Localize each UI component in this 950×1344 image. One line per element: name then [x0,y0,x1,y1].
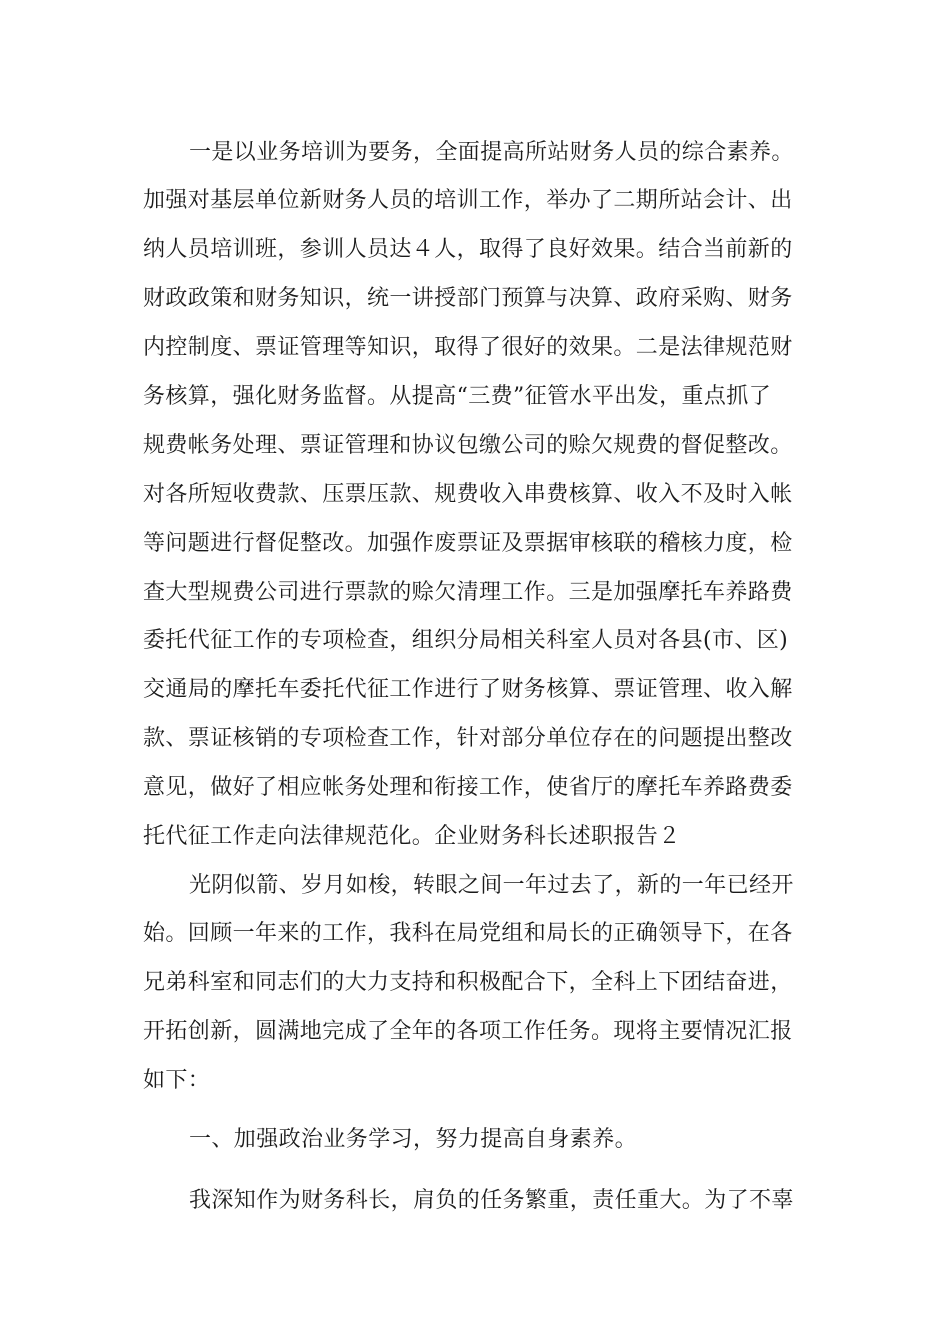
text-line: 我深知作为财务科长，肩负的任务繁重，责任重大。为了不辜 [189,1188,794,1213]
text-line: 开拓创新，圆满地完成了全年的各项工作任务。现将主要情况汇报 [143,1019,793,1044]
text-line: 规费帐务处理、票证管理和协议包缴公司的赊欠规费的督促整改。 [143,433,793,458]
text-line: 交通局的摩托车委托代征工作进行了财务核算、票证管理、收入解 [143,677,793,702]
text-line: 内控制度、票证管理等知识，取得了很好的效果。二是法律规范财 [143,335,793,360]
text-line: 如下： [143,1068,211,1093]
text-line: 委托代征工作的专项检查，组织分局相关科室人员对各县(市、区) [143,628,789,653]
text-line: 查大型规费公司进行票款的赊欠清理工作。三是加强摩托车养路费 [143,580,793,605]
text-line: 始。回顾一年来的工作，我科在局党组和局长的正确领导下，在各 [143,921,793,946]
text-line: 加强对基层单位新财务人员的培训工作，举办了二期所站会计、出 [143,188,793,213]
text-line: 光阴似箭、岁月如梭，转眼之间一年过去了，新的一年已经开 [189,873,794,898]
text-line: 财政政策和财务知识，统一讲授部门预算与决算、政府采购、财务 [143,286,793,311]
text-line: 务核算，强化财务监督。从提高“三费”征管水平出发，重点抓了 [143,384,772,409]
text-line: 纳人员培训班，参训人员达４人，取得了良好效果。结合当前新的 [143,237,793,262]
text-line: 对各所短收费款、压票压款、规费收入串费核算、收入不及时入帐 [143,482,793,507]
text-line: 一是以业务培训为要务，全面提高所站财务人员的综合素养。 [189,140,794,165]
text-line: 款、票证核销的专项检查工作，针对部分单位存在的问题提出整改 [143,726,793,751]
text-line: 意见，做好了相应帐务处理和衔接工作，使省厅的摩托车养路费委 [143,775,793,800]
text-line: 兄弟科室和同志们的大力支持和积极配合下，全科上下团结奋进， [143,970,793,995]
text-line: 等问题进行督促整改。加强作废票证及票据审核联的稽核力度，检 [143,531,793,556]
text-line: 托代征工作走向法律规范化。企业财务科长述职报告２ [143,824,681,849]
section-heading: 一、加强政治业务学习，努力提高自身素养。 [189,1127,638,1152]
